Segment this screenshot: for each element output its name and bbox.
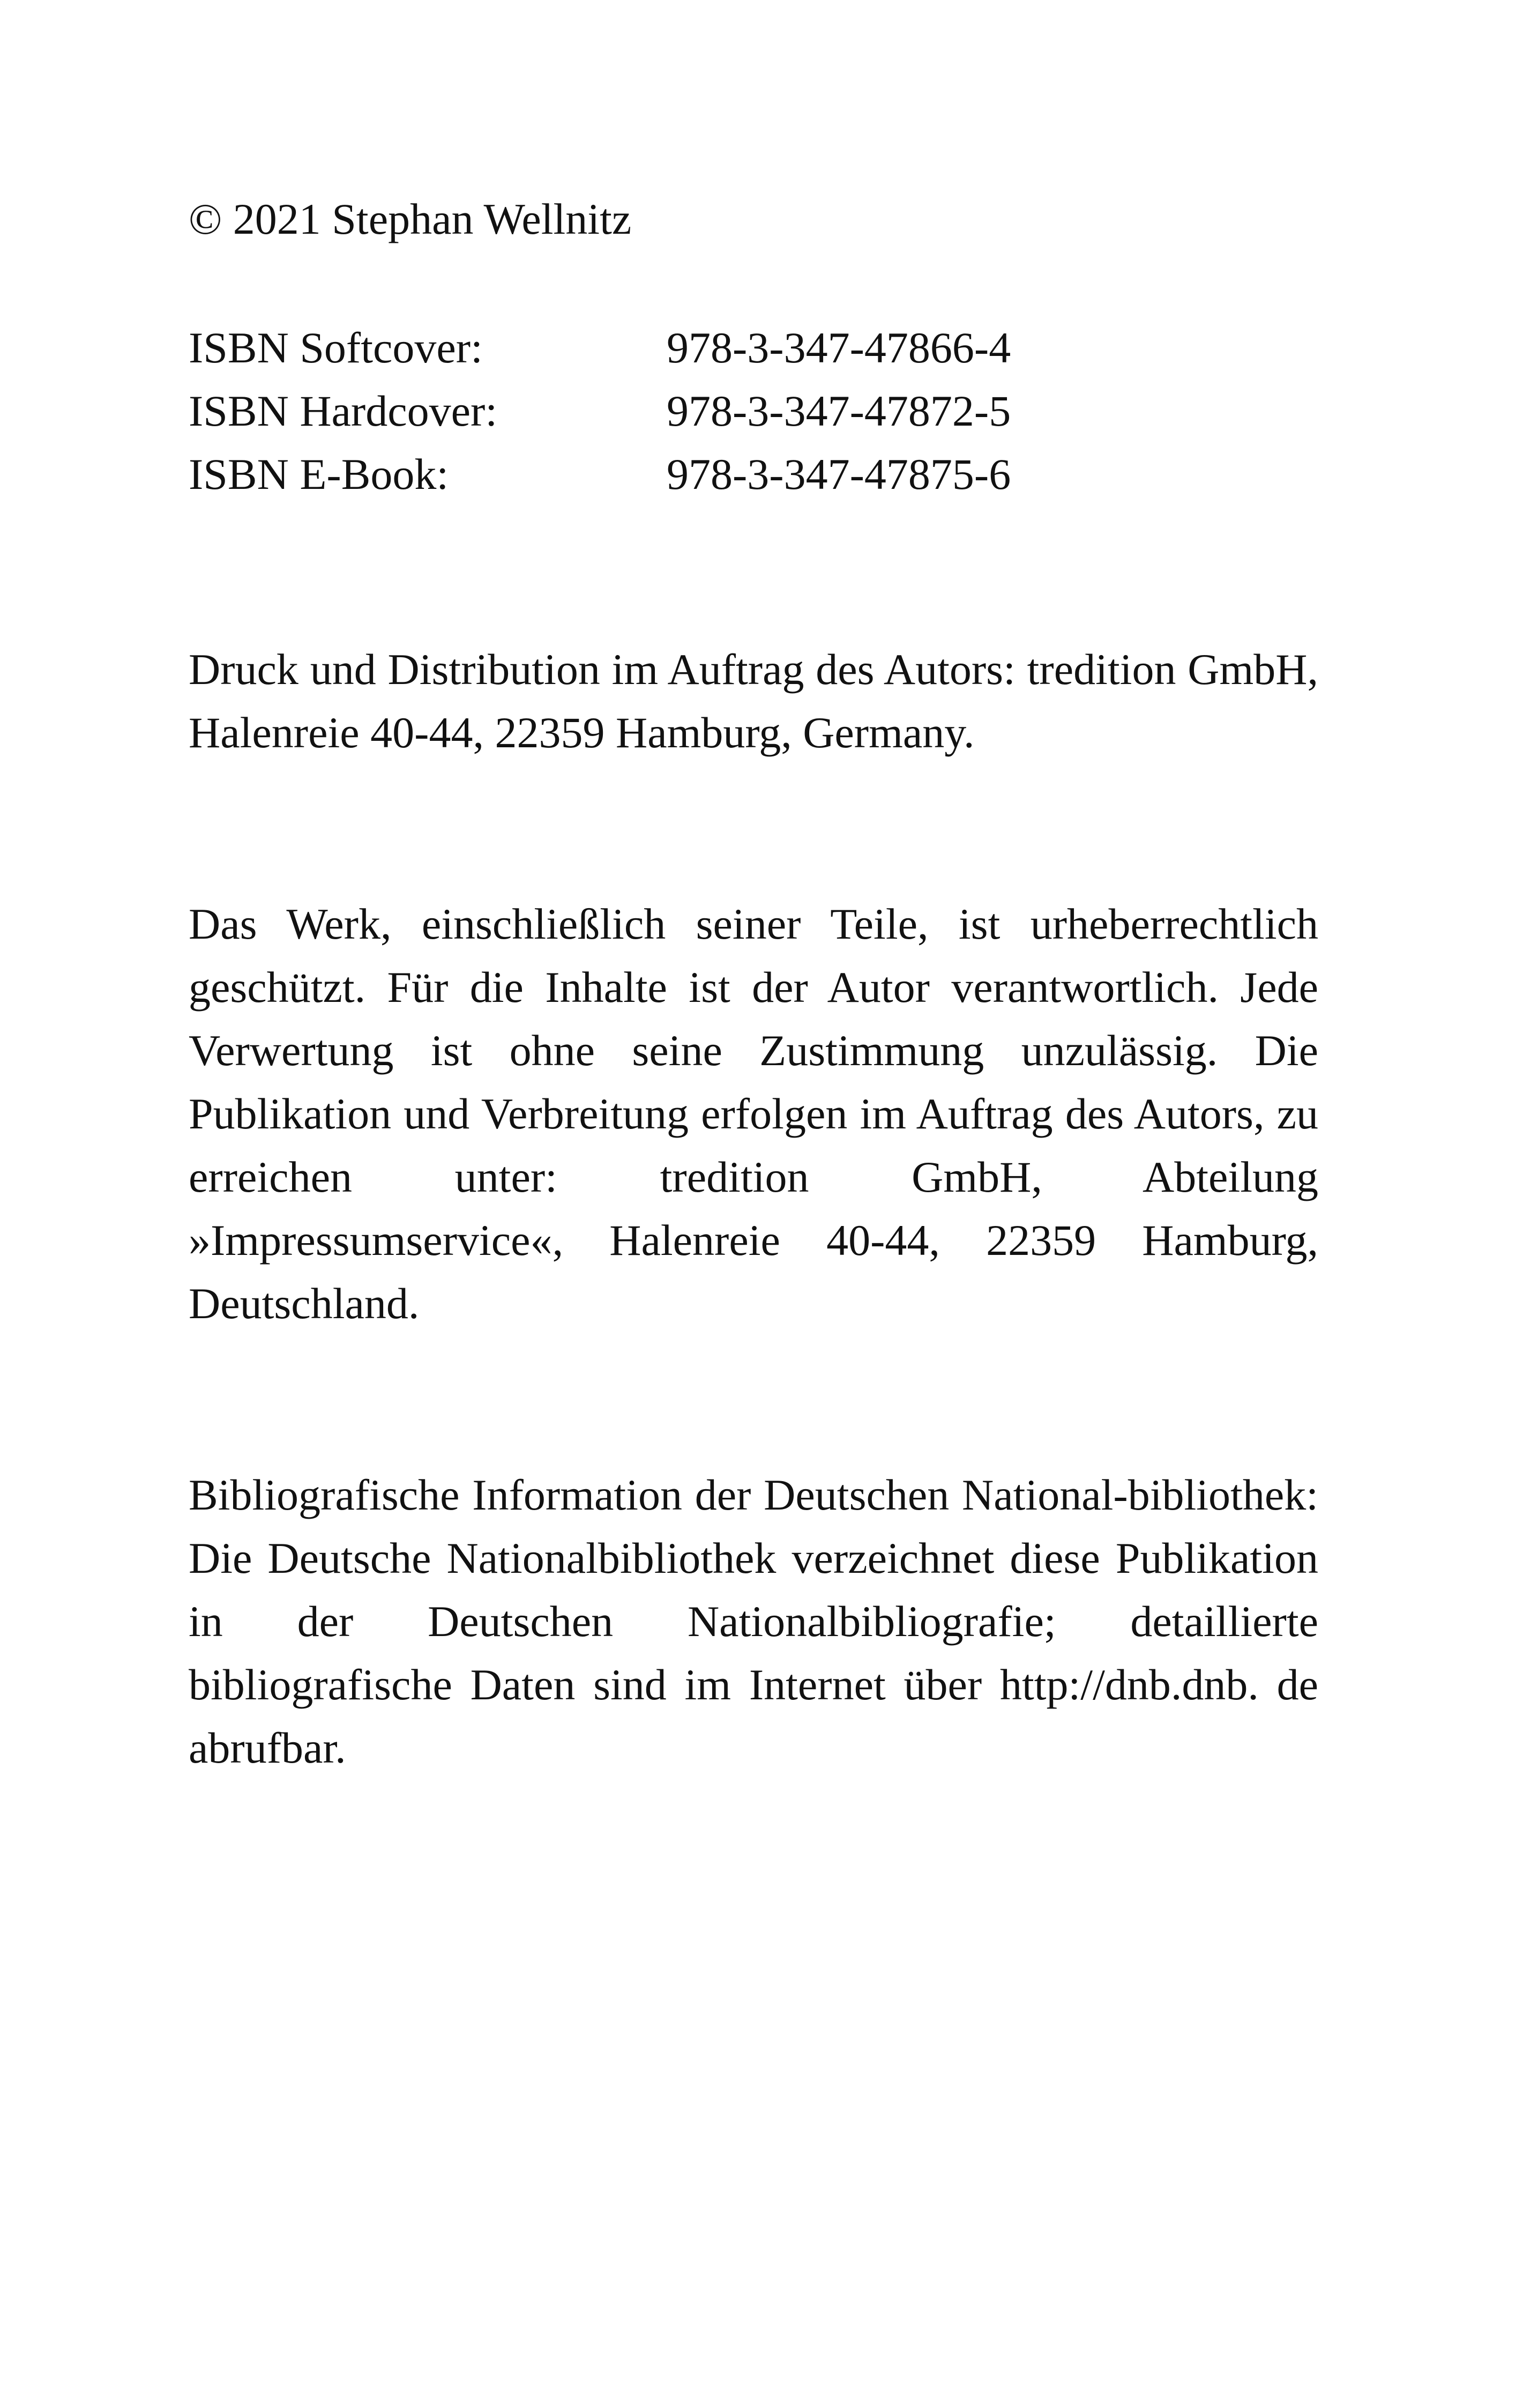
isbn-value: 978-3-347-47875-6 — [667, 450, 1011, 499]
rights-paragraph: Das Werk, einschließlich seiner Teile, ist urheberrechtlich geschützt. Für die Inhalte ist der Autor verantwortlich. Jede Verwertung ist ohne seine Zustimmung unzulässig. Die Publikation und Verbreitung erfolgen im Auftrag des Autors, zu erreichen unter: tredition GmbH, Abteilung »Impressumservice«, Halenreie 40-44, 22359 Hamburg, Deutschland. — [189, 900, 1318, 1328]
isbn-label: ISBN Hardcover: — [189, 387, 498, 435]
isbn-row-softcover — [189, 316, 1011, 380]
distribution-paragraph: Druck und Distribution im Auftrag des Autors: tredition GmbH, Halenreie 40-44, 22359 Hamburg, Germany. — [189, 645, 1318, 757]
bibliographic-info-paragraph: Bibliografische Information der Deutschen National-bibliothek: Die Deutsche Nationalbibliothek verzeichnet diese Publikation in der Deutschen Nationalbibliografie; detaillierte bibliografische Daten sind im Internet über http://dnb.dnb. de abrufbar. — [189, 1470, 1318, 1772]
isbn-label: ISBN Softcover: — [189, 323, 483, 372]
isbn-row-ebook — [189, 443, 1011, 506]
copyright-notice: © 2021 Stephan Wellnitz — [189, 195, 632, 243]
isbn-row-hardcover — [189, 380, 1011, 443]
isbn-value: 978-3-347-47872-5 — [667, 387, 1011, 435]
isbn-label: ISBN E-Book: — [189, 450, 449, 499]
isbn-value: 978-3-347-47866-4 — [667, 323, 1011, 372]
isbn-list — [189, 316, 1011, 506]
